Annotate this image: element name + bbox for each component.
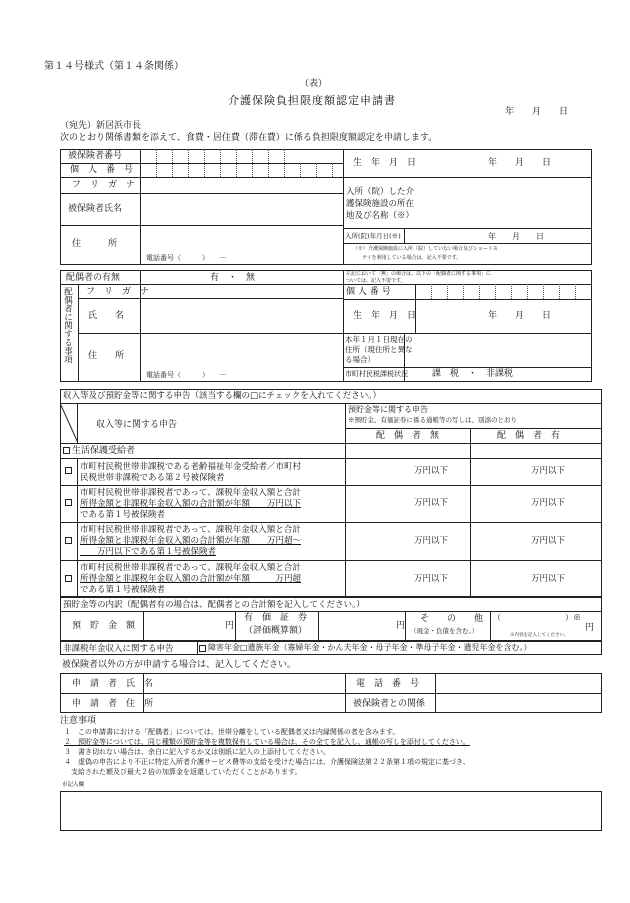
securities-label-1: 有 価 証 券 <box>244 613 308 623</box>
nontax-label: 非課税年金収入に関する申告 <box>63 644 174 654</box>
savings-no-2: 万円以下 <box>414 498 449 508</box>
income-row-1: 市町村民税世帯非課税である老齢福祉年金受給者／市町村 民税世帯非課税である第２号被保険者 <box>80 462 302 483</box>
spouse-dob-label: 生 年 月 日 <box>353 311 417 321</box>
checkbox[interactable] <box>65 537 72 544</box>
checkbox[interactable] <box>199 645 206 652</box>
addressee: （宛先）新居浜市長 <box>60 121 142 131</box>
insured-personal-label: 個 人 番 号 <box>70 165 134 175</box>
checkbox[interactable] <box>65 575 72 582</box>
spouse-furigana-label: フ リ ガ ナ <box>86 287 150 297</box>
intro-text: 次のとおり関係書類を添えて、食費・居住費（滞在費）に係る負担限度額認定を申請します。 <box>60 133 438 143</box>
spouse-side-label: 配偶者に関する事項 <box>62 287 73 364</box>
insured-phone[interactable]: 電話番号（ ） － <box>146 254 227 262</box>
admission-label: 入所(院)年月日(※) <box>345 232 401 240</box>
other-yen: 円 <box>585 623 595 633</box>
insured-note-1: （※）介護保険施設に入所（院）していない場合及びショートス <box>353 246 498 252</box>
facility-label-1: 入所（院）した介 <box>346 187 415 197</box>
savings-yes-2: 万円以下 <box>531 498 566 508</box>
other-paren[interactable]: （ ）※ <box>493 613 581 622</box>
applicant-relation-label: 被保険者との関係 <box>353 699 426 709</box>
savings-yes-3: 万円以下 <box>531 536 566 546</box>
spouse-personal-label: 個 人 番 号 <box>346 287 391 297</box>
income-row-2: 市町村民税世帯非課税者であって、課税年金収入額と合計 所得金額と非課税年金収入額の合計額が年額 万円以下 である第１号被保険者 <box>80 488 302 520</box>
checkbox[interactable] <box>65 467 72 474</box>
income-header: 収入等に関する申告 <box>96 420 178 430</box>
spouse-name-label: 氏 名 <box>88 311 125 321</box>
insured-number-label: 被保険者番号 <box>68 151 123 161</box>
spouse-note-2: ついては、記入不要です。 <box>346 278 406 284</box>
prev-addr-2: 住所（現住所と異な <box>345 345 413 354</box>
checkbox[interactable] <box>63 447 70 454</box>
spouse-phone[interactable]: 電話番号（ ） － <box>146 371 227 379</box>
income-row-4: 市町村民税世帯非課税者であって、課税年金収入額と合計 所得金額と非課税年金収入額の合計額が年額 万円超 である第１号被保険者 <box>80 563 302 595</box>
applicant-name-label: 申 請 者 氏 名 <box>72 679 154 689</box>
insured-furigana-label: フ リ ガ ナ <box>72 180 136 190</box>
form-number: 第１４号様式（第１４条関係） <box>44 61 184 72</box>
insured-address-label: 住 所 <box>72 239 118 249</box>
prev-addr-3: る場合） <box>345 355 375 364</box>
with-spouse-header: 配 偶 者 有 <box>497 431 561 441</box>
note-item-5: 支給された額及び最大２倍の加算金を返還していただくことがあります。 <box>64 768 302 776</box>
form-kind: （表） <box>300 79 328 89</box>
form-date[interactable]: 年 月 日 <box>505 107 569 117</box>
insured-note-2: テイを利用している場合は、記入不要です。 <box>362 255 462 261</box>
other-label-1: そ の 他 <box>420 614 484 624</box>
spouse-address-label: 住 所 <box>88 351 125 361</box>
diagonal-line <box>60 403 78 443</box>
securities-label-2: （評価概算額） <box>244 626 308 636</box>
savings-header-2: ※預貯金、有価証券に係る通帳等の写しは、別添のとおり <box>348 416 517 424</box>
other-label-2: （現金・負債を含む。） <box>410 627 479 635</box>
savings-amount-label: 預 貯 金 額 <box>72 621 136 631</box>
income-row-3: 市町村民税世帯非課税者であって、課税年金収入額と合計 所得金額と非課税年金収入額の合計額が年額 万円超～ 万円以下である第１号被保険者 <box>80 525 302 557</box>
insured-dob-label: 生 年 月 日 <box>353 158 417 168</box>
applicant-intro: 被保険者以外の方が申請する場合は、記入してください。 <box>62 660 297 670</box>
breakdown-title: 預貯金等の内訳（配偶者有の場合は、配偶者との合計額を記入してください。） <box>63 600 365 610</box>
applicant-phone-label: 電 話 番 号 <box>356 679 420 689</box>
tax-value[interactable]: 課 税 ・ 非課税 <box>432 369 514 379</box>
admission-value[interactable]: 年 月 日 <box>488 232 544 241</box>
other-note: ※内容を記入してください。 <box>510 633 569 638</box>
spouse-has-value[interactable]: 有 ・ 無 <box>210 273 256 283</box>
savings-header-1: 預貯金等に関する申告 <box>348 405 428 414</box>
note-item-1: １ この申請書における「配偶者」については、世帯分離をしている配偶者又は内縁関係の者を含みます。 <box>64 728 400 736</box>
spouse-note-1: 左記において「無」の場合は、以下の「配偶者に関する事項」に <box>346 271 492 277</box>
savings-no-4: 万円以下 <box>414 574 449 584</box>
form-title: 介護保険負担限度額認定申請書 <box>228 94 396 107</box>
checkbox[interactable] <box>65 499 72 506</box>
income-row-0: 生活保護受給者 <box>63 447 135 456</box>
facility-label-3: 地及び名称（※） <box>346 211 415 221</box>
income-section-title: 収入等及び預貯金等に関する申告（該当する欄の□にチェックを入れてください。） <box>63 391 382 401</box>
note-item-4: ４ 虚偽の申告により不正に特定入所者介護サービス費等の支給を受けた場合には、介護保険法第２２条第１項の規定に基づき、 <box>64 758 470 766</box>
insured-name-label: 被保険者氏名 <box>68 204 123 214</box>
savings-no-1: 万円以下 <box>414 466 449 476</box>
savings-no-3: 万円以下 <box>414 536 449 546</box>
note-item-3: ３ 書き切れない場合は、余白に記入するか又は別紙に記入の上添付してください。 <box>64 748 330 756</box>
spouse-has-label: 配偶者の有無 <box>66 273 121 283</box>
savings-yes-1: 万円以下 <box>531 466 566 476</box>
city-box[interactable] <box>60 791 602 831</box>
securities-yen: 円 <box>396 621 406 631</box>
tax-label: 市町村民税課税状況 <box>345 370 408 378</box>
applicant-address-label: 申 請 者 住 所 <box>72 699 154 709</box>
nontax-options: 障害年金□遺族年金（寡婦年金・かん夫年金・母子年金・準母子年金・遺児年金を含む。） <box>199 644 532 652</box>
insured-dob-value[interactable]: 年 月 日 <box>488 158 552 168</box>
savings-yes-4: 万円以下 <box>531 574 566 584</box>
notes-title: 注意事項 <box>60 716 97 726</box>
savings-yen: 円 <box>225 621 235 631</box>
spouse-dob-value[interactable]: 年 月 日 <box>488 311 552 321</box>
no-spouse-header: 配 偶 者 無 <box>376 431 440 441</box>
note-item-2: ２ 預貯金等については、同じ種類の預貯金等を複数保有している場合は、その全てを記入し、通帳の写しを添付してください。 <box>64 738 470 746</box>
city-label: 市記入欄 <box>62 782 85 788</box>
prev-addr-1: 本年１月１日現在の <box>345 335 413 344</box>
facility-label-2: 護保険施設の所在 <box>346 199 415 209</box>
